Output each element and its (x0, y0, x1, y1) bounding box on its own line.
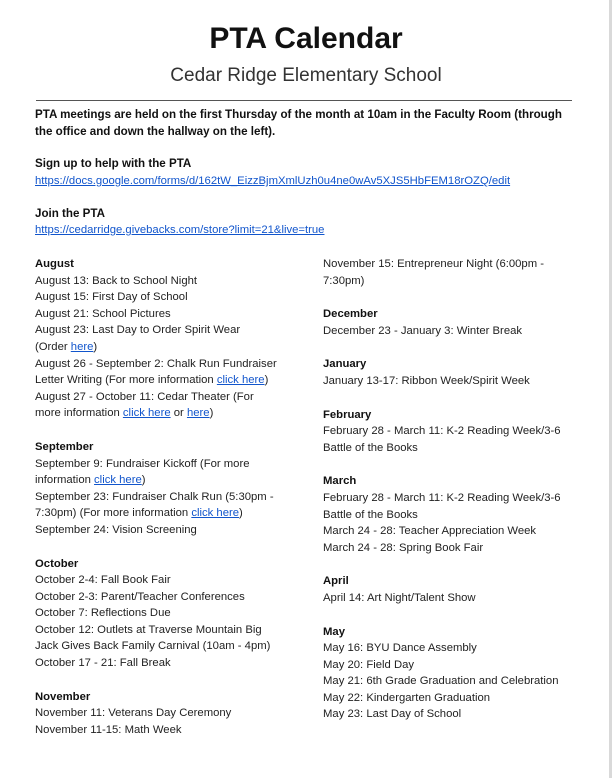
signup-link[interactable]: https://docs.google.com/forms/d/162tW_EizzBjmXmlUzh0u4ne0wAv5XJS5HbFEM18rOZQ/edit (35, 175, 511, 187)
month-heading: August (35, 258, 74, 270)
event: October 2-4: Fall Book Fair (35, 574, 171, 587)
meeting-info: PTA meetings are held on the first Thursday of the month at 10am in the Faculty Room (through the office and down the hallway on the left). (35, 108, 562, 138)
month-november-continued (323, 256, 573, 289)
chalk-run-link[interactable]: click here (191, 507, 240, 520)
month-may (323, 624, 573, 724)
event: September 9: Fundraiser Kickoff (For more (35, 457, 250, 470)
order-spirit-wear-link[interactable]: here (70, 340, 94, 353)
join-link[interactable]: https://cedarridge.givebacks.com/store?limit=21&live=true (35, 224, 325, 236)
month-february (323, 407, 573, 457)
event: November 11: Veterans Day Ceremony (35, 707, 232, 720)
month-september (35, 439, 285, 539)
event: November 11-15: Math Week (35, 723, 182, 736)
left-column (35, 256, 285, 755)
month-november (35, 689, 285, 739)
event: November 15: Entrepreneur Night (6:00pm - (323, 258, 545, 270)
fundraiser-kickoff-link[interactable]: click here (94, 474, 142, 487)
event: August 23: Last Day to Order Spirit Wear (35, 324, 241, 337)
event (35, 405, 285, 422)
event: April 14: Art Night/Talent Show (323, 591, 476, 604)
month-december (323, 306, 573, 339)
month-heading: October (35, 557, 79, 570)
event: May 23: Last Day of School (323, 708, 462, 721)
event: September 24: Vision Screening (35, 523, 197, 536)
event: February 28 - March 11: K-2 Reading Week/3-6 (323, 491, 561, 504)
event-text: 7:30pm) (For more information (35, 507, 192, 520)
cedar-theater-link[interactable]: click here (122, 407, 171, 420)
event: August 13: Back to School Night (35, 274, 198, 287)
month-heading: April (323, 575, 349, 588)
right-column (323, 256, 573, 740)
event: October 17 - 21: Fall Break (35, 657, 171, 670)
event: 7:30pm) (323, 274, 365, 287)
event: August 21: School Pictures (35, 307, 171, 320)
event: March 24 - 28: Teacher Appreciation Week (323, 525, 537, 538)
month-heading: January (323, 358, 367, 371)
event: May 20: Field Day (323, 658, 415, 671)
month-heading: December (323, 308, 378, 321)
page-title: PTA Calendar (209, 22, 403, 55)
event-text: Letter Writing (For more information (35, 374, 217, 387)
event: May 16: BYU Dance Assembly (323, 642, 477, 655)
month-october (35, 556, 285, 672)
month-august (35, 256, 285, 422)
event-text: ) (264, 374, 269, 387)
event: September 23: Fundraiser Chalk Run (5:30pm - (35, 490, 274, 503)
event: October 2-3: Parent/Teacher Conferences (35, 590, 245, 603)
event (35, 472, 285, 489)
month-january (323, 356, 573, 389)
event: May 21: 6th Grade Graduation and Celebration (323, 675, 559, 688)
event: January 13-17: Ribbon Week/Spirit Week (323, 374, 530, 387)
event (35, 505, 285, 522)
event-text: ) (209, 407, 214, 420)
month-heading: November (35, 690, 91, 703)
month-march (323, 473, 573, 556)
event: August 27 - October 11: Cedar Theater (For (35, 390, 254, 403)
event-text: ) (141, 474, 146, 487)
event-text: more information (35, 407, 123, 420)
event-text: ) (239, 507, 243, 520)
month-heading: September (35, 440, 94, 453)
event: May 22: Kindergarten Graduation (323, 691, 491, 704)
event: Battle of the Books (323, 508, 418, 521)
event (35, 339, 285, 356)
join-heading: Join the PTA (35, 207, 105, 220)
month-heading: May (323, 625, 345, 638)
month-heading: March (323, 475, 357, 488)
event: March 24 - 28: Spring Book Fair (323, 541, 484, 554)
event: October 7: Reflections Due (35, 607, 171, 620)
event: August 26 - September 2: Chalk Run Fundraiser (35, 357, 277, 370)
event: December 23 - January 3: Winter Break (323, 324, 523, 337)
cedar-theater-here-link[interactable]: here (186, 407, 210, 420)
event-text: or (170, 407, 187, 420)
event-text: information (35, 474, 95, 487)
event: August 15: First Day of School (35, 291, 188, 304)
event-text: (Order (35, 340, 71, 353)
signup-heading: Sign up to help with the PTA (35, 157, 192, 170)
event: Jack Gives Back Family Carnival (10am - 4pm) (35, 640, 271, 653)
event: Battle of the Books (323, 441, 418, 454)
page-subtitle: Cedar Ridge Elementary School (170, 65, 442, 86)
divider (36, 100, 572, 101)
event-text: ) (93, 340, 98, 353)
month-heading: February (323, 408, 372, 421)
chalk-run-letter-link[interactable]: click here (216, 374, 265, 387)
event: October 12: Outlets at Traverse Mountain Big (35, 623, 262, 636)
event (35, 372, 285, 389)
event: February 28 - March 11: K-2 Reading Week/3-6 (323, 425, 561, 438)
month-april (323, 573, 573, 606)
